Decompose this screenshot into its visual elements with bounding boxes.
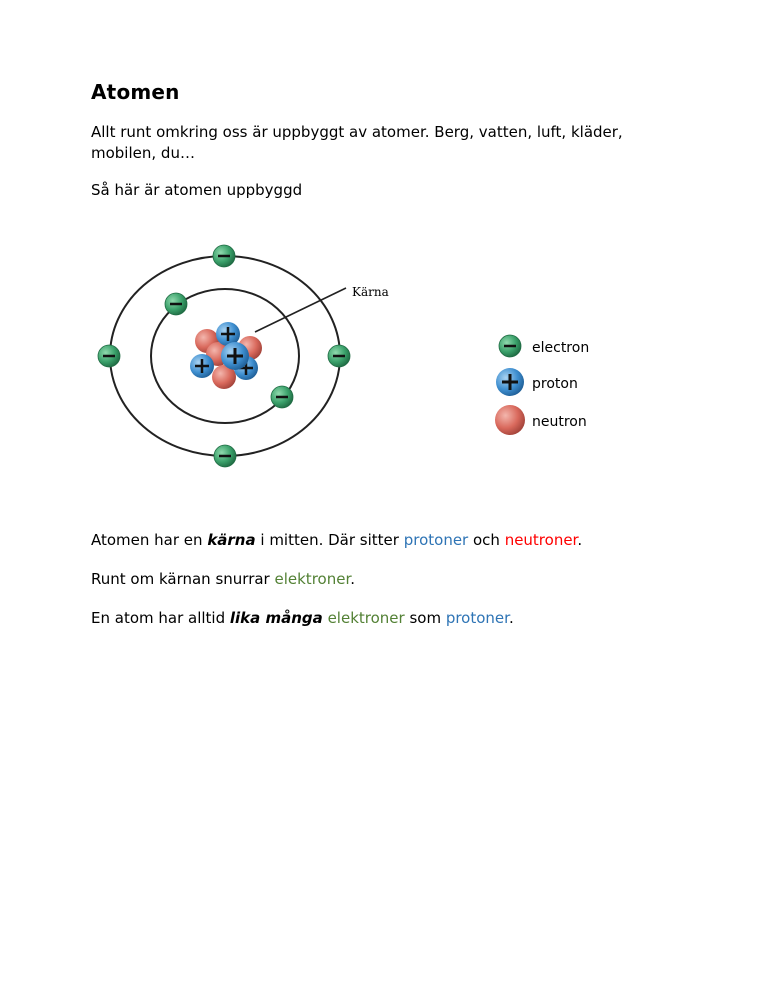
electron xyxy=(271,386,293,408)
sentence-electrons xyxy=(91,569,355,590)
text-run: . xyxy=(577,531,583,549)
diagram-legend xyxy=(486,330,636,440)
electron xyxy=(98,345,120,367)
electron xyxy=(214,445,236,467)
word-protoner: protoner xyxy=(403,531,469,549)
nucleus xyxy=(190,322,262,389)
atom-diagram xyxy=(90,236,389,476)
legend-neutron-label: neutron xyxy=(532,414,587,430)
text-run: Atomen har en xyxy=(91,531,208,549)
nucleus-label: Kärna xyxy=(352,285,389,299)
sentence-nucleus xyxy=(91,530,582,551)
legend-electron-icon xyxy=(499,335,521,357)
proton xyxy=(190,354,214,378)
text-run: En atom har alltid xyxy=(91,609,230,627)
emphasis-karna: kärna xyxy=(207,531,256,549)
nucleus-pointer-line xyxy=(255,288,346,332)
legend-proton-icon xyxy=(496,368,524,396)
electron xyxy=(165,293,187,315)
sentence-balance xyxy=(91,608,514,629)
emphasis-lika-manga: lika många xyxy=(229,609,323,627)
page-title: Atomen xyxy=(91,80,180,104)
legend-neutron-icon xyxy=(495,405,525,435)
electron xyxy=(328,345,350,367)
word-elektroner: elektroner xyxy=(274,570,351,588)
subtitle-paragraph: Så här är atomen uppbyggd xyxy=(91,181,303,199)
text-run: Runt om kärnan snurrar xyxy=(91,570,275,588)
text-run: . xyxy=(350,570,356,588)
electron xyxy=(213,245,235,267)
legend-proton-label: proton xyxy=(532,376,578,392)
legend-electron-label: electron xyxy=(532,340,590,356)
text-run: och xyxy=(468,531,505,549)
text-run: i mitten. Där sitter xyxy=(255,531,404,549)
intro-paragraph: Allt runt omkring oss är uppbyggt av atomer. Berg, vatten, luft, kläder, mobilen, du… xyxy=(91,123,623,162)
text-run: som xyxy=(404,609,446,627)
text-run: . xyxy=(508,609,514,627)
proton xyxy=(221,342,249,370)
word-elektroner: elektroner xyxy=(327,609,405,627)
word-neutroner: neutroner xyxy=(504,531,578,549)
word-protoner: protoner xyxy=(445,609,509,627)
